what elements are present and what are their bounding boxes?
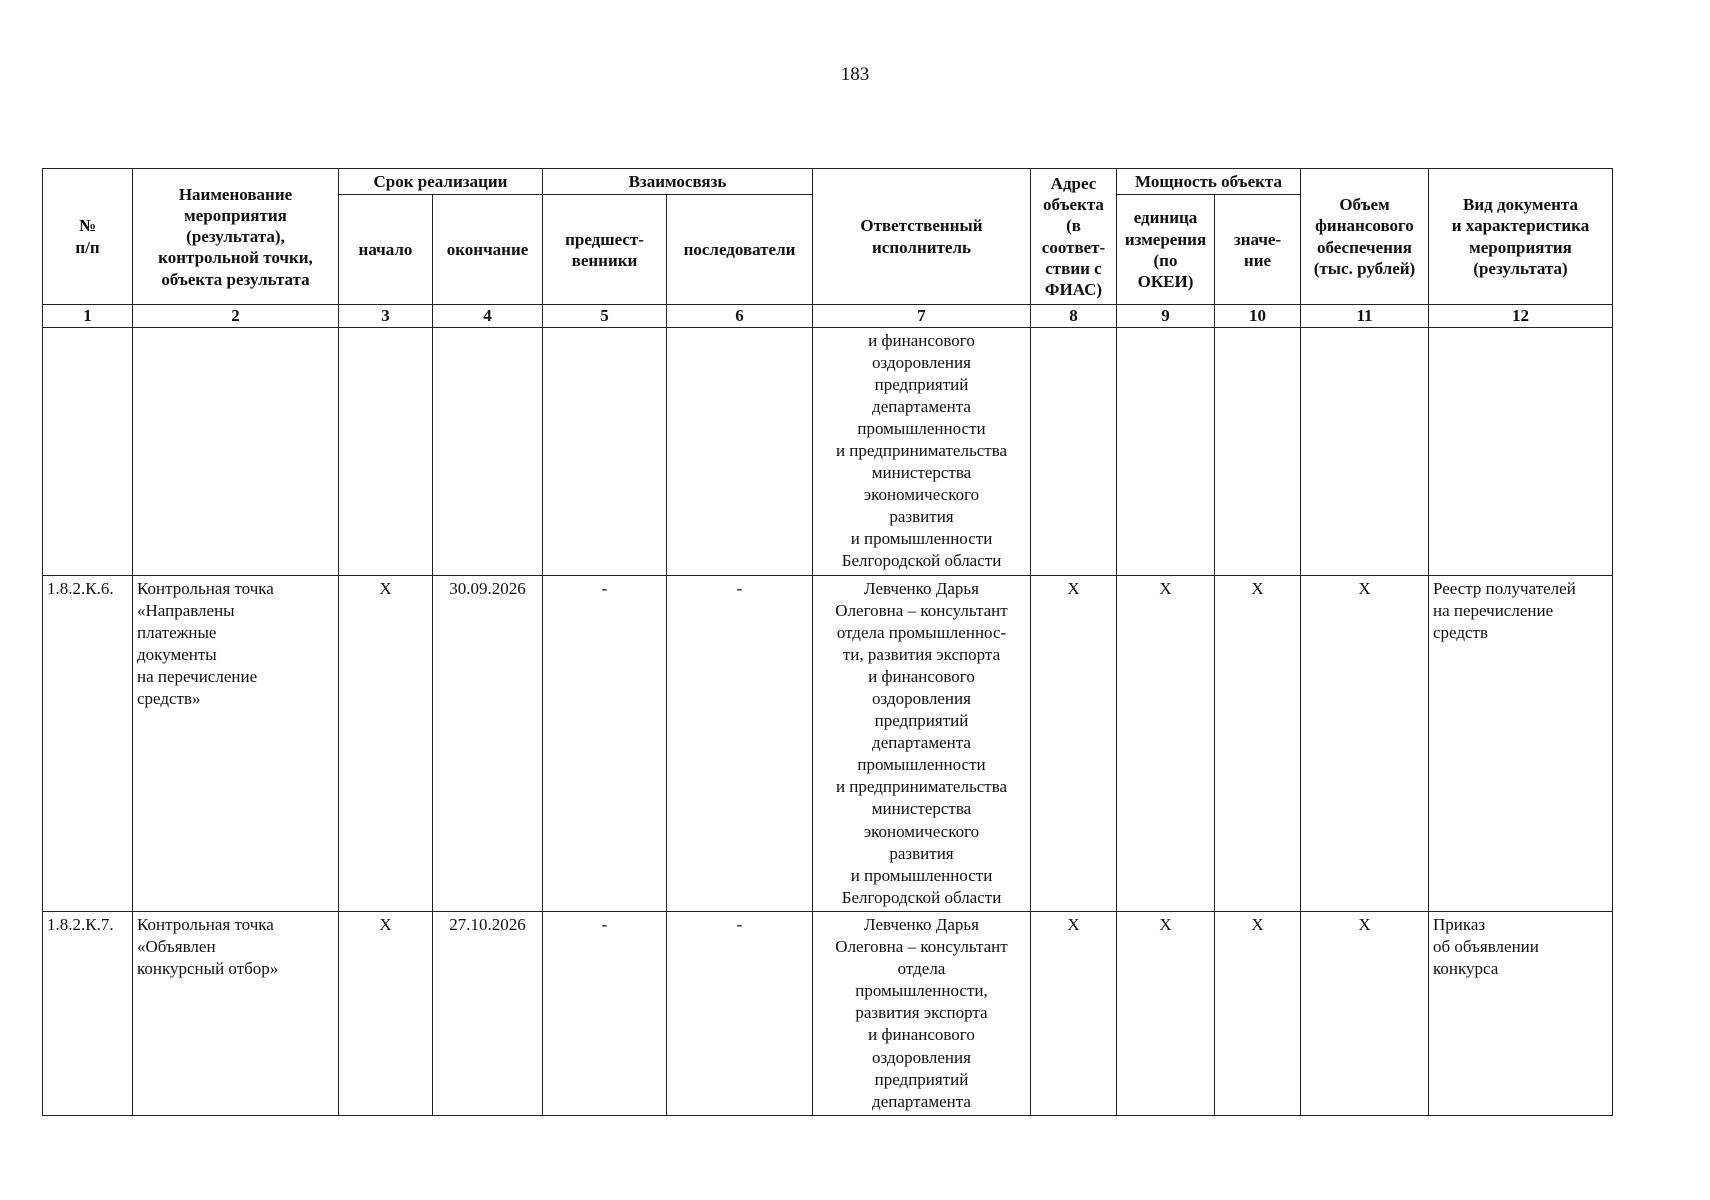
cell-end: 27.10.2026 xyxy=(433,911,543,1115)
cell-end xyxy=(433,327,543,575)
header-cap-unit: единица измерения (по ОКЕИ) xyxy=(1117,195,1215,305)
cell-start xyxy=(339,327,433,575)
table-row xyxy=(43,327,1613,575)
cell-no: 1.8.2.К.6. xyxy=(43,575,133,911)
cell-responsible: и финансового оздоровления предприятий департамента промышленности и предпринимательства министерства экономического развития и промышленности Белгородской области xyxy=(813,327,1031,575)
cell-succ xyxy=(667,327,813,575)
header-finance: Объем финансового обеспечения (тыс. рублей) xyxy=(1301,169,1429,305)
cell-doc: Реестр получателей на перечисление средств xyxy=(1429,575,1613,911)
cell-start: X xyxy=(339,911,433,1115)
header-row-1 xyxy=(43,169,1613,195)
cell-pred xyxy=(543,327,667,575)
cell-start: X xyxy=(339,575,433,911)
header-term: Срок реализации xyxy=(339,169,543,195)
column-number: 12 xyxy=(1429,305,1613,327)
cell-doc xyxy=(1429,327,1613,575)
cell-no: 1.8.2.К.7. xyxy=(43,911,133,1115)
cell-succ: - xyxy=(667,911,813,1115)
cell-pred: - xyxy=(543,575,667,911)
cell-name: Контрольная точка «Объявлен конкурсный отбор» xyxy=(133,911,339,1115)
column-number: 2 xyxy=(133,305,339,327)
header-address: Адрес объекта (в соответ- ствии с ФИАС) xyxy=(1031,169,1117,305)
cell-name: Контрольная точка «Направлены платежные документы на перечисление средств» xyxy=(133,575,339,911)
cell-address: X xyxy=(1031,575,1117,911)
cell-succ: - xyxy=(667,575,813,911)
cell-value: X xyxy=(1215,575,1301,911)
column-number-row xyxy=(43,305,1613,327)
cell-responsible: Левченко Дарья Олеговна – консультант отдела промышленнос- ти, развития экспорта и финансового оздоровления предприятий департамента промышленности и предпринимательства министерства экономического развития и промышленности Белгородской области xyxy=(813,575,1031,911)
header-cap-value: значе- ние xyxy=(1215,195,1301,305)
header-name: Наименование мероприятия (результата), контрольной точки, объекта результата xyxy=(133,169,339,305)
header-doc-type: Вид документа и характеристика мероприятия (результата) xyxy=(1429,169,1613,305)
table-row xyxy=(43,911,1613,1115)
column-number: 6 xyxy=(667,305,813,327)
cell-unit: X xyxy=(1117,575,1215,911)
header-term-end: окончание xyxy=(433,195,543,305)
header-link-pred: предшест- венники xyxy=(543,195,667,305)
cell-unit: X xyxy=(1117,911,1215,1115)
column-number: 11 xyxy=(1301,305,1429,327)
cell-finance: X xyxy=(1301,911,1429,1115)
cell-end: 30.09.2026 xyxy=(433,575,543,911)
column-number: 3 xyxy=(339,305,433,327)
cell-doc: Приказ об объявлении конкурса xyxy=(1429,911,1613,1115)
cell-address: X xyxy=(1031,911,1117,1115)
cell-address xyxy=(1031,327,1117,575)
cell-name xyxy=(133,327,339,575)
table-row xyxy=(43,575,1613,911)
cell-value: X xyxy=(1215,911,1301,1115)
implementation-plan-table xyxy=(42,168,1613,1116)
column-number: 5 xyxy=(543,305,667,327)
cell-responsible: Левченко Дарья Олеговна – консультант отдела промышленности, развития экспорта и финансового оздоровления предприятий департамента xyxy=(813,911,1031,1115)
page-number: 183 xyxy=(840,64,870,85)
cell-unit xyxy=(1117,327,1215,575)
header-no: № п/п xyxy=(43,169,133,305)
column-number: 4 xyxy=(433,305,543,327)
header-term-start: начало xyxy=(339,195,433,305)
column-number: 10 xyxy=(1215,305,1301,327)
header-link: Взаимосвязь xyxy=(543,169,813,195)
header-capacity: Мощность объекта xyxy=(1117,169,1301,195)
cell-value xyxy=(1215,327,1301,575)
cell-finance xyxy=(1301,327,1429,575)
header-responsible: Ответственный исполнитель xyxy=(813,169,1031,305)
cell-finance: X xyxy=(1301,575,1429,911)
cell-pred: - xyxy=(543,911,667,1115)
cell-no xyxy=(43,327,133,575)
column-number: 9 xyxy=(1117,305,1215,327)
header-link-succ: последователи xyxy=(667,195,813,305)
column-number: 7 xyxy=(813,305,1031,327)
column-number: 1 xyxy=(43,305,133,327)
column-number: 8 xyxy=(1031,305,1117,327)
